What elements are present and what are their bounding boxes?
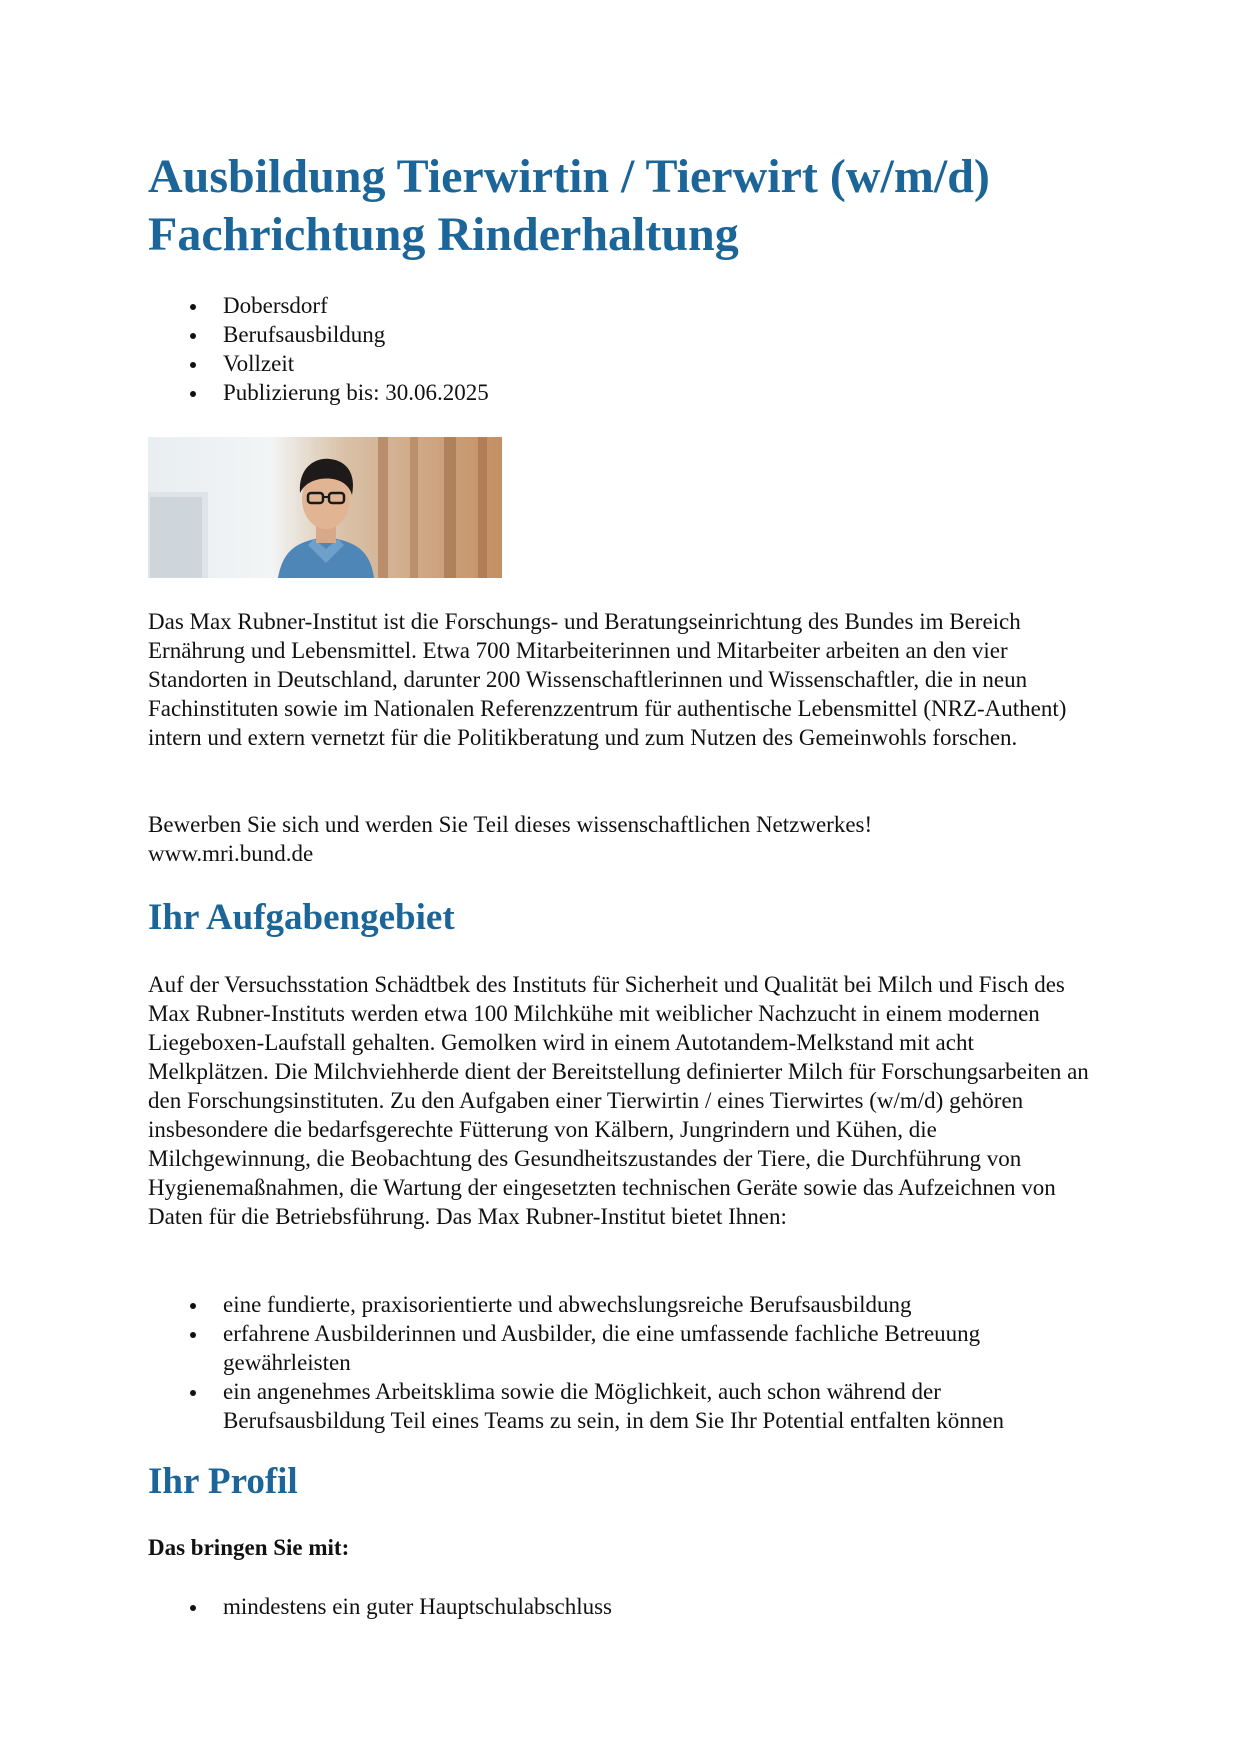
section-heading-profil: Ihr Profil (148, 1461, 298, 1502)
header-photo (148, 437, 502, 578)
aufgabengebiet-paragraph: Auf der Versuchsstation Schädtbek des Instituts für Sicherheit und Qualität bei Milch und Fisch des Max Rubner-Instituts werden etwa 100 Milchkühe mit weiblicher Nachzucht in einem modernen Liegeboxen-Laufstall gehalten. Gemolken wird in einem Autotandem-Melkstand mit acht Melkplätzen. Die Milchviehherde dient der Bereitstellung definierter Milch für Forschungsarbeiten an den Forschungsinstituten. Zu den Aufgaben einer Tierwirtin / eines Tierwirtes (w/m/d) gehören insbesondere die bedarfsgerechte Fütterung von Kälbern, Jungrindern und Kühen, die Milchgewinnung, die Beobachtung des Gesundheitszustandes der Tiere, die Durchführung von Hygienemaßnahmen, die Wartung der eingesetzten technischen Geräte sowie das Aufzeichnen von Daten für die Betriebsführung. Das Max Rubner-Institut bietet Ihnen: (148, 972, 1089, 1229)
profil-subheading: Das bringen Sie mit: (148, 1535, 350, 1560)
profil-item: mindestens ein guter Hauptschulabschluss (148, 1592, 1098, 1621)
website-link[interactable]: www.mri.bund.de (148, 841, 314, 866)
meta-location: Dobersdorf (148, 291, 1098, 320)
offer-item: eine fundierte, praxisorientierte und abwechslungsreiche Berufsausbildung (148, 1290, 1098, 1319)
offer-item: erfahrene Ausbilderinnen und Ausbilder, die eine umfassende fachliche Betreuung gewährleisten (148, 1319, 1098, 1377)
offers-list (148, 1290, 1098, 1435)
section-heading-aufgabengebiet: Ihr Aufgabengebiet (148, 897, 455, 938)
person-photo-illustration (148, 437, 502, 578)
profil-subheading-wrap (148, 1533, 1098, 1562)
meta-publication-date: Publizierung bis: 30.06.2025 (148, 378, 1098, 407)
intro-call-to-action (148, 810, 1098, 868)
intro-paragraph: Das Max Rubner-Institut ist die Forschungs- und Beratungseinrichtung des Bundes im Bereich Ernährung und Lebensmittel. Etwa 700 Mitarbeiterinnen und Mitarbeiter arbeiten an den vier Standorten in Deutschland, darunter 200 Wissenschaftlerinnen und Wissenschaftler, die in neun Fachinstituten sowie im Nationalen Referenzzentrum für authentische Lebensmittel (NRZ-Authent) intern und extern vernetzt für die Politikberatung und zum Nutzen des Gemeinwohls forschen. (148, 609, 1067, 750)
meta-working-time: Vollzeit (148, 349, 1098, 378)
call-to-action-text: Bewerben Sie sich und werden Sie Teil dieses wissenschaftlichen Netzwerkes! (148, 812, 873, 837)
page-title: Ausbildung Tierwirtin / Tierwirt (w/m/d) Fachrichtung Rinderhaltung (148, 150, 990, 261)
meta-employment-type: Berufsausbildung (148, 320, 1098, 349)
profil-list (148, 1592, 1098, 1621)
job-meta-list (148, 291, 1098, 407)
offer-item: ein angenehmes Arbeitsklima sowie die Möglichkeit, auch schon während der Berufsausbildung Teil eines Teams zu sein, in dem Sie Ihr Potential entfalten können (148, 1377, 1098, 1435)
